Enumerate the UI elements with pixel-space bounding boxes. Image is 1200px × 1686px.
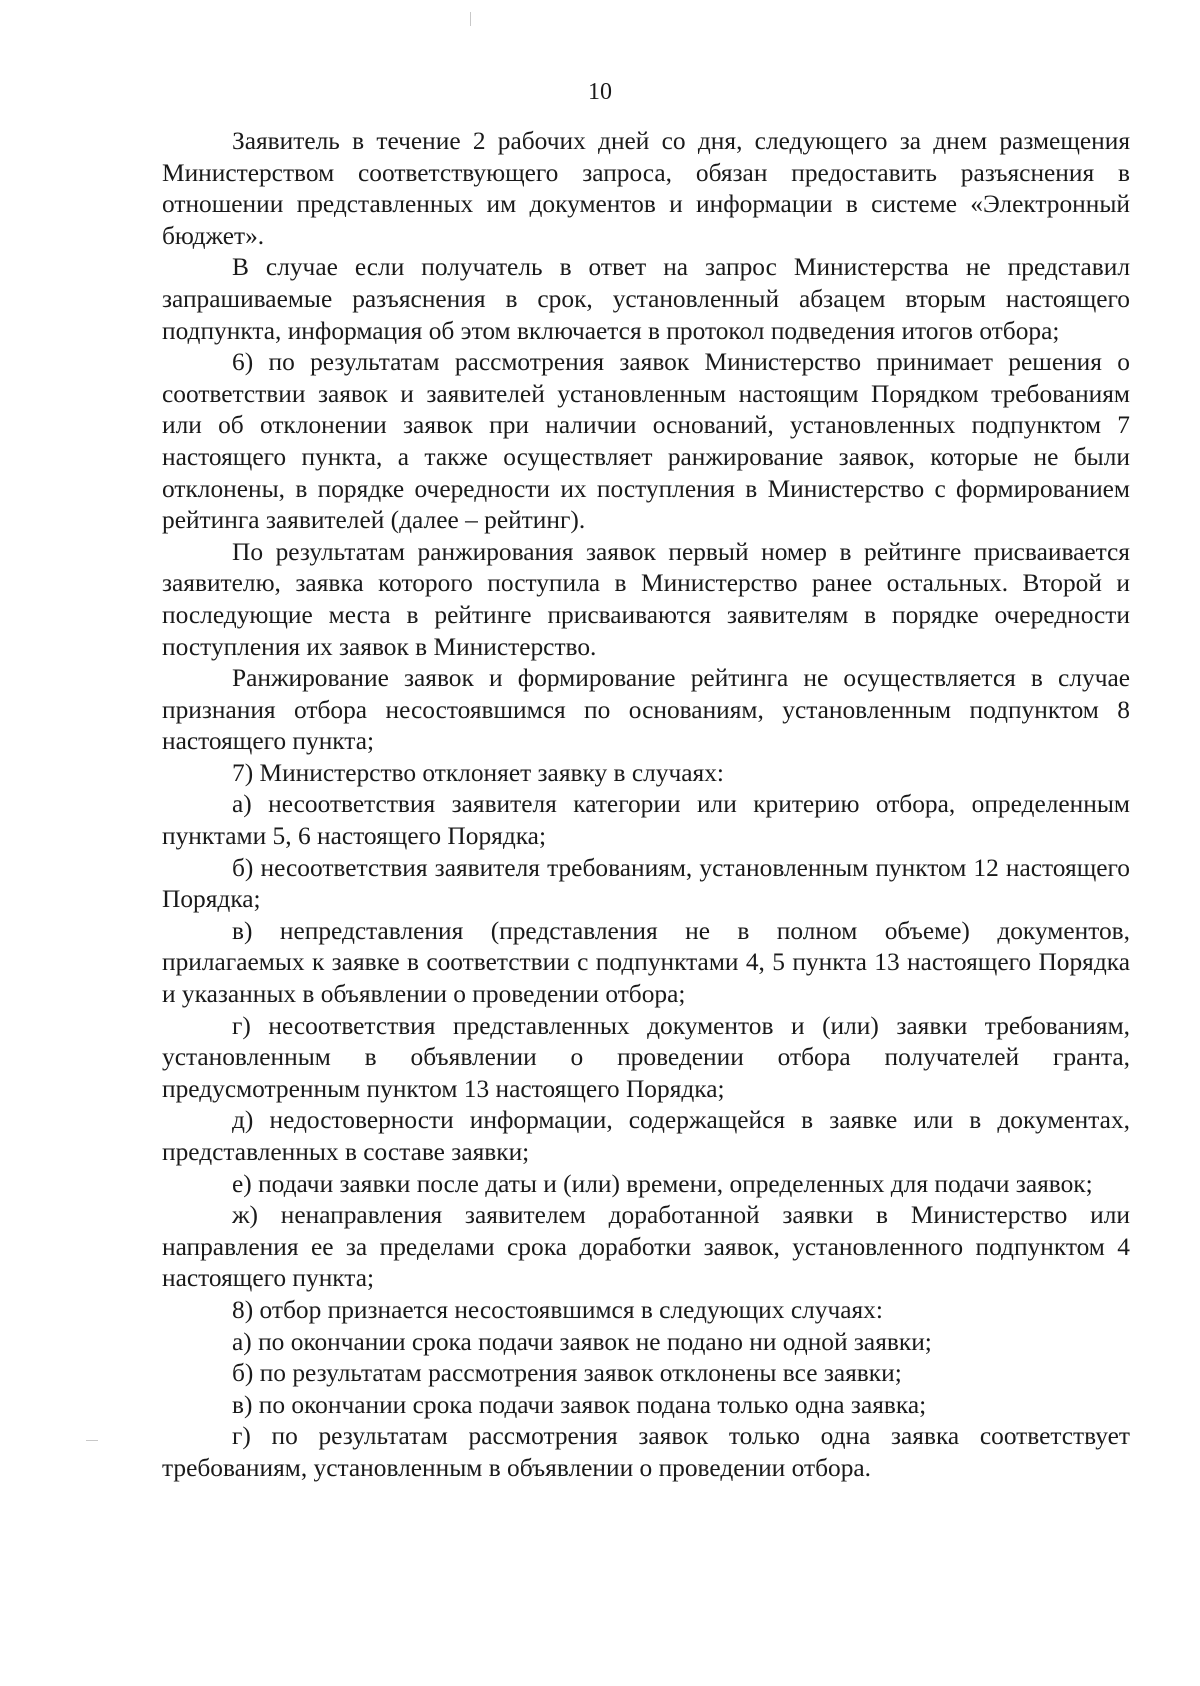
- document-body: [162, 126, 1130, 1485]
- paragraph: в) по окончании срока подачи заявок подана только одна заявка;: [232, 1390, 927, 1419]
- paragraph: е) подачи заявки после даты и (или) времени, определенных для подачи заявок;: [232, 1169, 1093, 1198]
- paragraph: г) по результатам рассмотрения заявок только одна заявка соответствует требованиям, установленным в объявлении о проведении отбора.: [162, 1422, 1130, 1482]
- scan-mark-top: [470, 12, 471, 26]
- page-number: 10: [588, 79, 612, 105]
- paragraph: Ранжирование заявок и формирование рейтинга не осуществляется в случае признания отбора несостоявшимся по основаниям, установленным подпунктом 8 настоящего пункта;: [162, 664, 1130, 756]
- paragraph: 6) по результатам рассмотрения заявок Министерство принимает решения о соответствии заявок и заявителей установленным настоящим Порядком требованиям или об отклонении заявок при наличии оснований, установленных подпунктом 7 настоящего пункта, а также осуществляет ранжирование заявок, которые не были отклонены, в порядке очередности их поступления в Министерство с формированием рейтинга заявителей (далее – рейтинг).: [162, 348, 1130, 535]
- paragraph: б) по результатам рассмотрения заявок отклонены все заявки;: [232, 1359, 902, 1388]
- paragraph: г) несоответствия представленных документов и (или) заявки требованиям, установленным в объявлении о проведении отбора получателей гранта, предусмотренным пунктом 13 настоящего Порядка;: [162, 1011, 1130, 1103]
- paragraph: По результатам ранжирования заявок первый номер в рейтинге присваивается заявителю, заявка которого поступила в Министерство ранее остальных. Второй и последующие места в рейтинге присваиваются заявителям в порядке очередности поступления их заявок в Министерство.: [162, 537, 1130, 661]
- scan-mark-left: [86, 1440, 98, 1441]
- paragraph: б) несоответствия заявителя требованиям, установленным пунктом 12 настоящего Порядка;: [162, 853, 1130, 914]
- paragraph: в) непредставления (представления не в полном объеме) документов, прилагаемых к заявке в соответствии с подпунктами 4, 5 пункта 13 настоящего Порядка и указанных в объявлении о проведении отбора;: [162, 916, 1130, 1009]
- paragraph: д) недостоверности информации, содержащейся в заявке или в документах, представленных в составе заявки;: [162, 1106, 1130, 1166]
- paragraph: 8) отбор признается несостоявшимся в следующих случаях:: [232, 1295, 883, 1324]
- paragraph: ж) ненаправления заявителем доработанной заявки в Министерство или направления ее за пределами срока доработки заявок, установленного подпунктом 4 настоящего пункта;: [162, 1201, 1130, 1293]
- paragraph: а) несоответствия заявителя категории или критерию отбора, определенным пунктами 5, 6 настоящего Порядка;: [162, 790, 1130, 851]
- paragraph: Заявитель в течение 2 рабочих дней со дня, следующего за днем размещения Министерством соответствующего запроса, обязан предоставить разъяснения в отношении представленных им документов и информации в системе «Электронный бюджет».: [162, 127, 1130, 250]
- paragraph: 7) Министерство отклоняет заявку в случаях:: [232, 758, 724, 787]
- paragraph: В случае если получатель в ответ на запрос Министерства не представил запрашиваемые разъяснения в срок, установленный абзацем вторым настоящего подпункта, информация об этом включается в протокол подведения итогов отбора;: [162, 253, 1130, 345]
- paragraph: а) по окончании срока подачи заявок не подано ни одной заявки;: [232, 1327, 932, 1356]
